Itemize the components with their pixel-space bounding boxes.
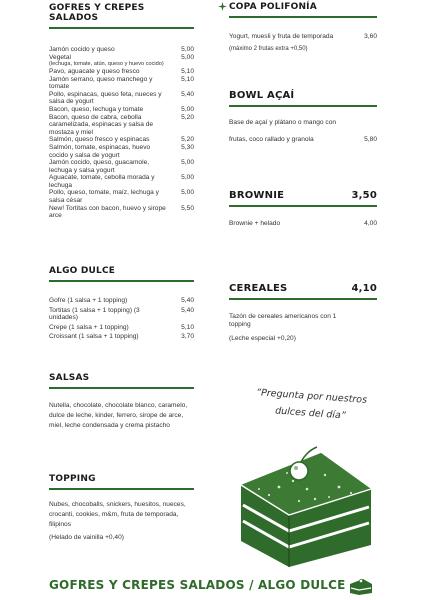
gofres-item-name: Jamón cocido, queso, guacamole, lechuga y salsa yogurt [49, 159, 150, 174]
bowl-rule [229, 105, 377, 107]
algo-dulce-rule [49, 280, 194, 282]
quote [245, 384, 377, 427]
gofres-item-price: 5,20 [181, 113, 194, 121]
gofres-item-price: 5,00 [181, 159, 194, 167]
gofres-item-text [49, 205, 176, 220]
gofres-item-name: Pollo, queso, tomate, maíz, lechuga y salsa césar [49, 189, 159, 205]
algo-dulce-section [49, 266, 194, 341]
sparkle-icon [218, 2, 227, 11]
gofres-item-row [49, 205, 194, 220]
brownie-price: 4,00 [364, 220, 377, 227]
cereales-rule [229, 298, 377, 300]
copa-item-row [229, 33, 377, 41]
gofres-list [49, 46, 194, 220]
gofres-item-text [49, 144, 176, 159]
brownie-title-price: 3,50 [351, 190, 377, 201]
gofres-item-text [49, 91, 176, 106]
salsas-section [49, 373, 194, 432]
gofres-item-row [49, 174, 194, 189]
bowl-line1: Base de açaí y plátano o mango con [229, 119, 337, 126]
gofres-item-row [49, 46, 194, 54]
algo-dulce-item-name: Gofre (1 salsa + 1 topping) [49, 297, 128, 304]
topping-note: (Helado de vainilla +0,40) [49, 533, 124, 541]
cereales-title-price: 4,10 [351, 283, 377, 294]
gofres-item-row [49, 144, 194, 159]
gofres-item-row [49, 189, 194, 204]
gofres-item-sub: (lechuga, tomate, atún, queso y huevo cocido) [49, 61, 164, 68]
bowl-title: BOWL AÇAÍ [229, 90, 295, 101]
gofres-item-text [49, 114, 176, 137]
algo-dulce-title: ALGO DULCE [49, 266, 116, 276]
gofres-item-row [49, 159, 194, 174]
cereales-section [229, 283, 377, 343]
algo-dulce-item-row [49, 333, 194, 341]
gofres-item-text [49, 76, 176, 91]
gofres-rule [49, 27, 194, 29]
cereales-title: CEREALES [229, 283, 288, 294]
gofres-item-row [49, 76, 194, 91]
gofres-item-row [49, 136, 194, 144]
algo-dulce-item-row [49, 307, 194, 322]
gofres-item-name: New! Tortitas con bacon, huevo y sirope arce [49, 204, 166, 220]
gofres-item-name: Vegetal [49, 53, 71, 61]
cereales-title-row [229, 283, 377, 294]
topping-text: Nubes, chocoballs, snickers, huesitos, nueces, crocanti, cookies, m&m, fruta de temporada, filipinos [49, 501, 186, 529]
cake-slice-illustration [229, 445, 379, 570]
algo-dulce-item-text [49, 333, 176, 341]
gofres-item-text [49, 106, 176, 114]
gofres-item-text [49, 174, 176, 189]
bowl-price: 5,80 [364, 136, 377, 143]
gofres-item-name: Bacon, queso, lechuga y tomate [49, 105, 144, 113]
algo-dulce-item-text [49, 307, 176, 322]
gofres-item-price: 5,10 [181, 75, 194, 83]
quote-line1: “Pregunta por nuestros [255, 387, 368, 406]
algo-dulce-item-row [49, 324, 194, 332]
algo-dulce-item-name: Croissant (1 salsa + 1 topping) [49, 333, 139, 341]
salsas-title: SALSAS [49, 373, 90, 383]
gofres-item-text [49, 159, 176, 174]
cereales-note: (Leche especial +0,20) [229, 335, 296, 342]
algo-dulce-item-name: Tortitas (1 salsa + 1 topping) (3 unidades) [49, 306, 140, 322]
gofres-item-text [49, 189, 176, 204]
brownie-item: Brownie + helado [229, 220, 281, 227]
cereales-text: Tazón de cereales americanos con 1 topping [229, 313, 337, 328]
gofres-item-text [49, 136, 176, 144]
topping-title: TOPPING [49, 474, 96, 484]
gofres-item-row [49, 114, 194, 137]
algo-dulce-item-price: 5,10 [181, 323, 194, 331]
topping-rule [49, 488, 194, 490]
copa-note: (máximo 2 frutas extra +0,50) [229, 45, 308, 52]
salsas-rule [49, 387, 194, 389]
gofres-item-price: 5,20 [181, 136, 194, 144]
bowl-section [229, 90, 377, 144]
brownie-section [229, 190, 377, 228]
gofres-item-price: 5,00 [181, 46, 194, 53]
brownie-item-row [229, 220, 377, 228]
gofres-item-row [49, 106, 194, 114]
gofres-item-price: 5,00 [181, 174, 194, 182]
algo-dulce-item-text [49, 324, 176, 332]
copa-title: COPA POLIFONÍA [229, 2, 317, 12]
gofres-item-name: Aguacate, tomate, cebolla morada y lechuga [49, 174, 155, 189]
footer-title: GOFRES Y CREPES SALADOS / ALGO DULCE [49, 578, 346, 592]
algo-dulce-item-row [49, 297, 194, 305]
brownie-title-row [229, 190, 377, 201]
gofres-item-name: Pavo, aguacate y queso fresco [49, 67, 140, 75]
topping-section [49, 474, 194, 542]
gofres-item-name: Salmón, queso fresco y espinacas [49, 136, 150, 144]
gofres-item-price: 5,00 [181, 53, 194, 61]
algo-dulce-item-name: Crepe (1 salsa + 1 topping) [49, 323, 129, 331]
copa-price: 3,60 [364, 33, 377, 40]
algo-dulce-item-price: 5,40 [181, 297, 194, 304]
gofres-item-name: Pollo, espinacas, queso feta, nueces y salsa de yogurt [49, 90, 162, 106]
copa-title-row [229, 2, 377, 12]
gofres-item-text [49, 46, 176, 54]
gofres-title: GOFRES Y CREPES SALADOS [49, 3, 145, 23]
gofres-item-price: 5,10 [181, 67, 194, 75]
copa-rule [229, 16, 377, 18]
algo-dulce-list [49, 297, 194, 341]
gofres-item-price: 5,50 [181, 204, 194, 212]
cake-icon [349, 578, 373, 596]
gofres-item-text [49, 68, 176, 76]
algo-dulce-item-text [49, 297, 176, 305]
gofres-item-row [49, 54, 194, 68]
salsas-text: Nutella, chocolate, chocolate blanco, caramelo, dulce de leche, kinder, ferrero, sirope de arce, miel, leche condensada y crema pistacho [49, 402, 188, 430]
algo-dulce-item-price: 3,70 [181, 333, 194, 341]
gofres-item-row [49, 68, 194, 76]
bowl-item-row [229, 136, 377, 144]
gofres-item-price: 5,40 [181, 90, 194, 98]
gofres-section [49, 3, 194, 220]
quote-line2: dulces del día” [274, 405, 347, 422]
copa-item: Yogurt, muesli y fruta de temporada [229, 33, 334, 40]
brownie-rule [229, 205, 377, 207]
gofres-item-price: 5,00 [181, 189, 194, 197]
gofres-item-text [49, 54, 176, 68]
gofres-item-name: Bacon, queso de cabra, cebolla caramelizada, espinacas y salsa de mostaza y miel [49, 113, 154, 136]
algo-dulce-item-price: 5,40 [181, 306, 194, 314]
bowl-line2: frutas, coco rallado y granola [229, 136, 314, 143]
gofres-item-name: Jamón cocido y queso [49, 46, 115, 53]
gofres-item-price: 5,30 [181, 143, 194, 151]
gofres-item-row [49, 91, 194, 106]
gofres-item-price: 5,00 [181, 105, 194, 113]
gofres-item-name: Salmón, tomate, espinacas, huevo cocido y salsa de yogurt [49, 143, 151, 159]
copa-section [229, 2, 377, 53]
brownie-title: BROWNIE [229, 190, 285, 201]
gofres-item-name: Jamón serrano, queso manchego y tomate [49, 75, 153, 91]
